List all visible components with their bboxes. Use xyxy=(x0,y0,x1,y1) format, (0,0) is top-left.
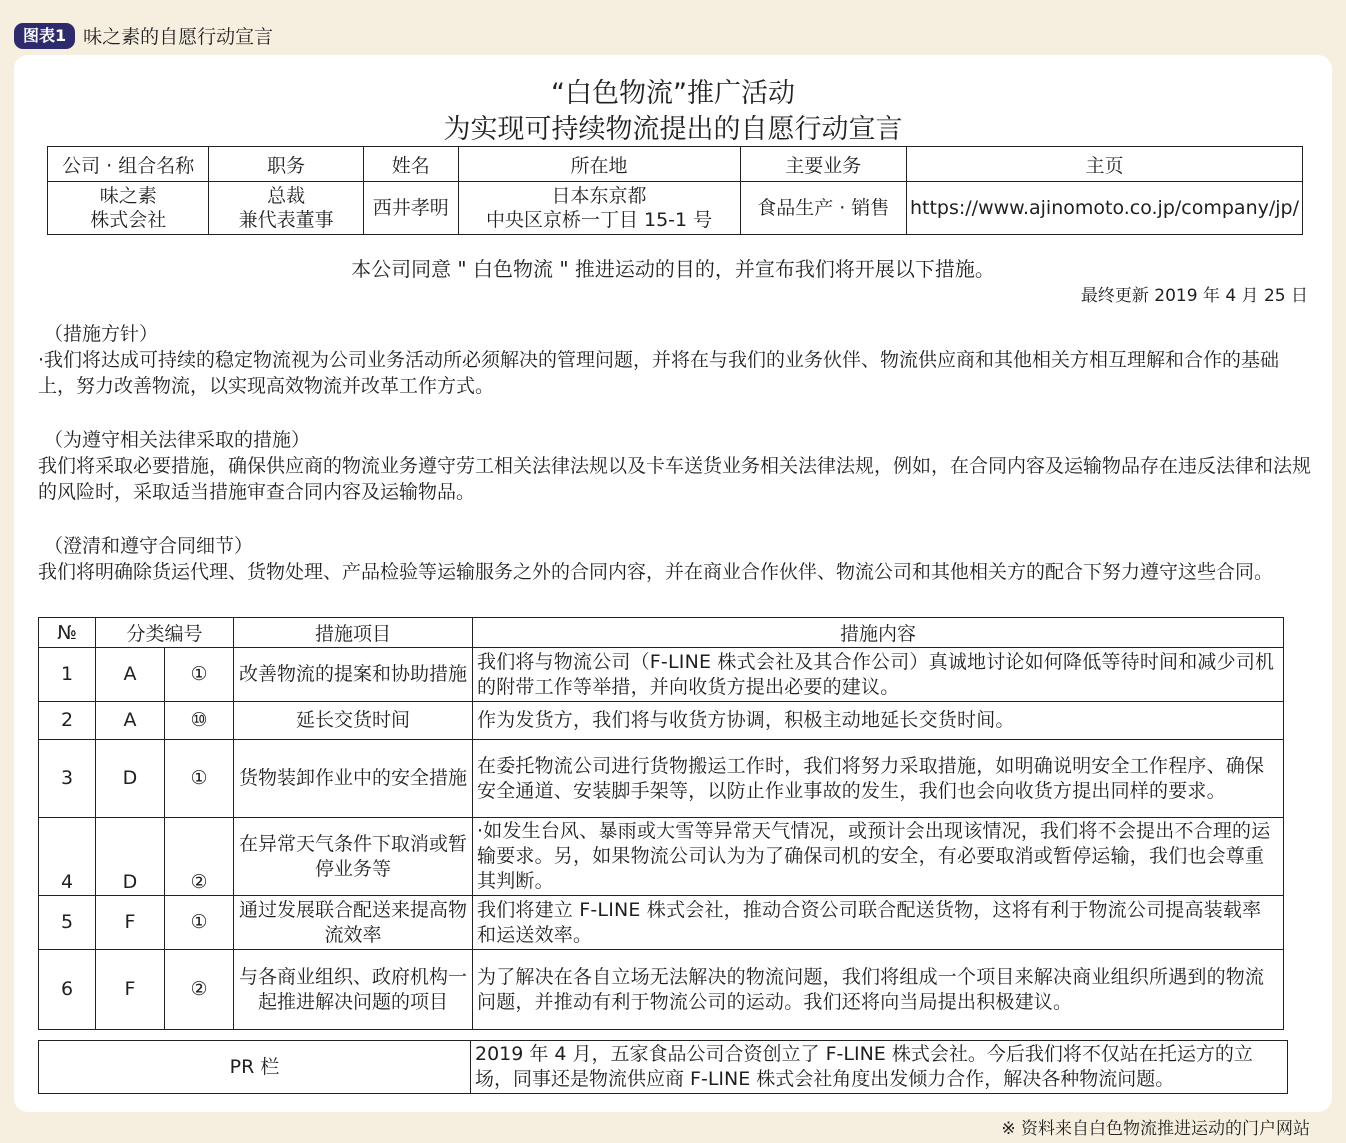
table-row xyxy=(39,950,1284,1030)
business-cell: 食品生产 · 销售 xyxy=(740,182,906,235)
company-info-table xyxy=(47,146,1303,235)
row-category: F xyxy=(96,896,165,950)
row-category: A xyxy=(96,702,165,740)
source-note: ※ 资料来自白色物流推进运动的门户网站 xyxy=(1001,1119,1310,1139)
table-row xyxy=(39,740,1284,818)
row-content: 作为发货方，我们将与收货方协调，积极主动地延长交货时间。 xyxy=(473,702,1284,740)
header-position: 职务 xyxy=(209,147,363,182)
row-item: 在异常天气条件下取消或暂停业务等 xyxy=(234,818,473,896)
section-heading: （为遵守相关法律采取的措施） xyxy=(44,429,311,451)
location-cell xyxy=(458,182,740,235)
declaration-card xyxy=(14,55,1332,1112)
position-line-2: 兼代表董事 xyxy=(238,209,334,231)
header-category: 分类编号 xyxy=(96,618,234,648)
row-no: 4 xyxy=(39,818,96,896)
declaration-statement: 本公司同意 " 白色物流 " 推进运动的目的，并宣布我们将开展以下措施。 xyxy=(351,257,995,281)
position-line-1: 总裁 xyxy=(267,185,306,207)
pr-row xyxy=(39,1041,1288,1094)
header-content: 措施内容 xyxy=(473,618,1284,648)
figure-title: 味之素的自愿行动宣言 xyxy=(83,26,274,48)
row-category: A xyxy=(96,648,165,702)
row-no: 5 xyxy=(39,896,96,950)
table-row xyxy=(39,896,1284,950)
measures-table xyxy=(38,617,1284,1030)
header-location: 所在地 xyxy=(458,147,740,182)
header-company: 公司 · 组合名称 xyxy=(48,147,209,182)
location-line-2: 中央区京桥一丁目 15-1 号 xyxy=(485,209,713,231)
section-legal-compliance xyxy=(38,427,1314,505)
table-row xyxy=(39,648,1284,702)
row-number: ① xyxy=(165,740,234,818)
position-cell xyxy=(209,182,363,235)
row-no: 6 xyxy=(39,950,96,1030)
row-item: 通过发展联合配送来提高物流效率 xyxy=(234,896,473,950)
section-text: 我们将明确除货运代理、货物处理、产品检验等运输服务之外的合同内容，并在商业合作伙伴、物流公司和其他相关方的配合下努力遵守这些合同。 xyxy=(38,561,1274,583)
row-number: ⑩ xyxy=(165,702,234,740)
row-number: ② xyxy=(165,950,234,1030)
company-line-1: 味之素 xyxy=(99,185,157,207)
row-number: ② xyxy=(165,818,234,896)
pr-label: PR 栏 xyxy=(39,1041,471,1094)
row-content: ·如发生台风、暴雨或大雪等异常天气情况，或预计会出现该情况，我们将不会提出不合理的运输要求。另，如果物流公司认为为了确保司机的安全，有必要取消或暂停运输，我们也会尊重其判断。 xyxy=(473,818,1284,896)
row-item: 与各商业组织、政府机构一起推进解决问题的项目 xyxy=(234,950,473,1030)
section-heading: （澄清和遵守合同细节） xyxy=(44,535,254,557)
row-no: 3 xyxy=(39,740,96,818)
section-heading: （措施方针） xyxy=(44,323,159,345)
row-item: 改善物流的提案和协助措施 xyxy=(234,648,473,702)
table-row xyxy=(39,818,1284,896)
homepage-link[interactable]: https://www.ajinomoto.co.jp/company/jp/ xyxy=(909,197,1299,219)
header-no: № xyxy=(39,618,96,648)
title-line-2: 为实现可持续物流提出的自愿行动宣言 xyxy=(443,114,903,145)
figure-header xyxy=(14,22,273,49)
row-number: ① xyxy=(165,648,234,702)
location-line-1: 日本东京都 xyxy=(551,185,647,207)
name-cell: 西井孝明 xyxy=(363,182,458,235)
pr-text: 2019 年 4 月，五家食品公司合资创立了 F-LINE 株式会社。今后我们将不仅站在托运方的立场，同事还是物流供应商 F-LINE 株式会社角度出发倾力合作，解决各种物流问题。 xyxy=(471,1041,1288,1094)
section-text: ·我们将达成可持续的稳定物流视为公司业务活动所必须解决的管理问题，并将在与我们的业务伙伴、物流供应商和其他相关方相互理解和合作的基础上，努力改善物流，以实现高效物流并改革工作方式。 xyxy=(38,349,1280,397)
row-content: 我们将建立 F-LINE 株式会社，推动合资公司联合配送货物，这将有利于物流公司提高装载率和运送效率。 xyxy=(473,896,1284,950)
header-name: 姓名 xyxy=(363,147,458,182)
row-category: F xyxy=(96,950,165,1030)
measures-header-row xyxy=(39,618,1284,648)
company-table-row xyxy=(48,182,1303,235)
row-item: 货物装卸作业中的安全措施 xyxy=(234,740,473,818)
header-homepage: 主页 xyxy=(906,147,1302,182)
pr-table xyxy=(38,1040,1288,1094)
homepage-cell[interactable] xyxy=(906,182,1302,235)
row-content: 为了解决在各自立场无法解决的物流问题，我们将组成一个项目来解决商业组织所遇到的物流问题，并推动有利于物流公司的运动。我们还将向当局提出积极建议。 xyxy=(473,950,1284,1030)
row-number: ① xyxy=(165,896,234,950)
section-text: 我们将采取必要措施，确保供应商的物流业务遵守劳工相关法律法规以及卡车送货业务相关法律法规，例如，在合同内容及运输物品存在违反法律和法规的风险时，采取适当措施审查合同内容及运输物品。 xyxy=(38,455,1312,503)
last-updated: 最终更新 2019 年 4 月 25 日 xyxy=(1080,286,1308,306)
title-line-1: “白色物流”推广活动 xyxy=(551,78,795,109)
company-line-2: 株式会社 xyxy=(90,209,167,231)
table-row xyxy=(39,702,1284,740)
header-business: 主要业务 xyxy=(740,147,906,182)
company-table-header-row xyxy=(48,147,1303,182)
row-category: D xyxy=(96,740,165,818)
row-content: 我们将与物流公司（F-LINE 株式会社及其合作公司）真诚地讨论如何降低等待时间和减少司机的附带工作等举措，并向收货方提出必要的建议。 xyxy=(473,648,1284,702)
section-policy xyxy=(38,321,1314,399)
figure-badge: 图表1 xyxy=(14,23,75,49)
section-contract-details xyxy=(38,533,1314,585)
row-content: 在委托物流公司进行货物搬运工作时，我们将努力采取措施，如明确说明安全工作程序、确保安全通道、安装脚手架等，以防止作业事故的发生，我们也会向收货方提出同样的要求。 xyxy=(473,740,1284,818)
row-no: 1 xyxy=(39,648,96,702)
row-category: D xyxy=(96,818,165,896)
header-item: 措施项目 xyxy=(234,618,473,648)
row-no: 2 xyxy=(39,702,96,740)
company-cell xyxy=(48,182,209,235)
row-item: 延长交货时间 xyxy=(234,702,473,740)
